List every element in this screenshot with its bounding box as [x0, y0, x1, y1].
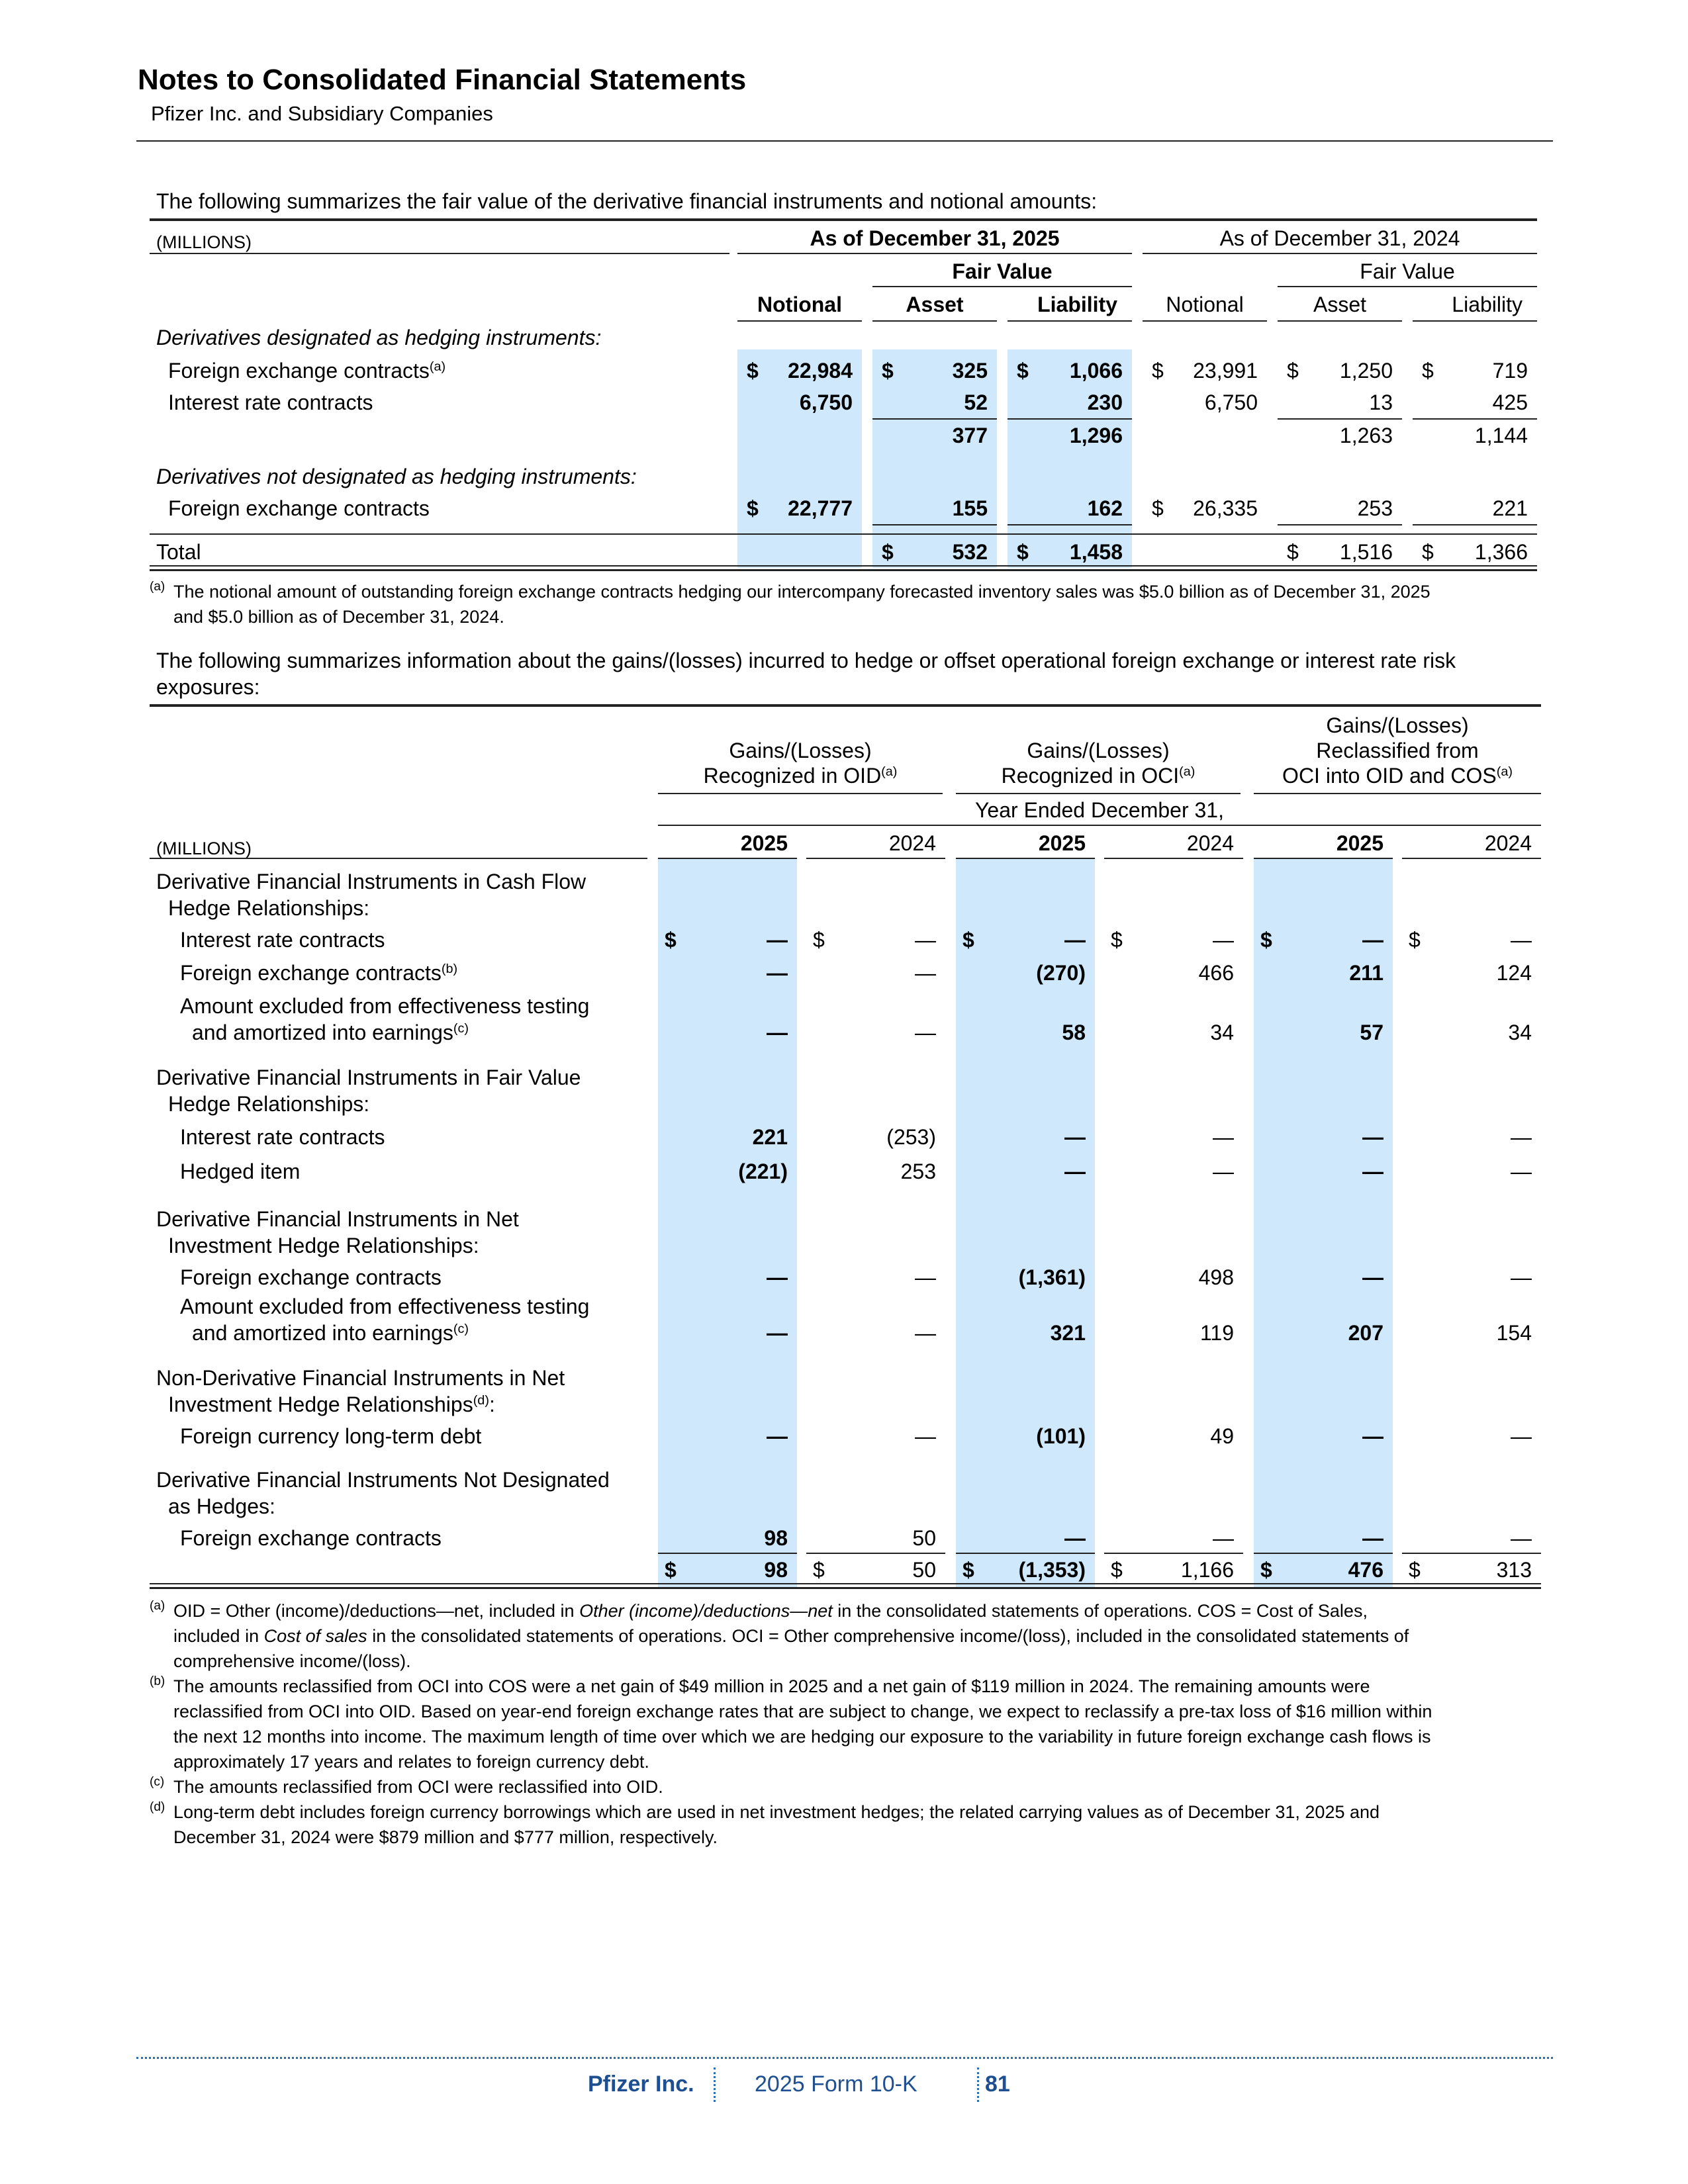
cell: 162 — [1087, 496, 1123, 520]
footnote-mark: (b) — [150, 1674, 165, 1688]
section-label: Investment Hedge Relationships: — [168, 1234, 479, 1257]
dollar-sign: $ — [882, 540, 894, 564]
cell: 154 — [1496, 1321, 1532, 1345]
cell: 23,991 — [1193, 359, 1258, 383]
row-label: Amount excluded from effectiveness testing — [180, 994, 590, 1018]
rule — [1254, 858, 1393, 859]
cell: — — [1064, 1125, 1086, 1149]
rule — [150, 565, 1537, 567]
row-label: Foreign exchange contracts$^{(a)}$ — [168, 359, 446, 383]
table1-period-2025: As of December 31, 2025 — [810, 226, 1060, 250]
cell: 155 — [952, 496, 988, 520]
row-label: Interest rate contracts — [180, 1125, 385, 1149]
cell: 719 — [1492, 359, 1528, 383]
section-label: Hedge Relationships: — [168, 1092, 370, 1116]
dollar-sign: $ — [747, 359, 759, 383]
section-label: Hedge Relationships: — [168, 896, 370, 920]
year-2024: 2024 — [1186, 831, 1234, 855]
dollar-sign: $ — [813, 1558, 825, 1582]
col-liability-2024: Liability — [1452, 293, 1523, 316]
footnote-text: included in Cost of sales in the consolidated statements of operations. OCI = Other comprehensive income/(loss), included in the consolidated statements of — [173, 1626, 1409, 1646]
dollar-sign: $ — [1409, 1558, 1421, 1582]
table1-units: (MILLIONS) — [156, 232, 252, 252]
dollar-sign: $ — [1260, 1558, 1272, 1582]
rule — [1413, 320, 1537, 322]
dollar-sign: $ — [1017, 540, 1029, 564]
rule — [1254, 793, 1541, 794]
dollar-sign: $ — [1152, 496, 1164, 520]
rule — [737, 320, 862, 322]
rule — [1278, 320, 1402, 322]
footer-separator — [714, 2068, 716, 2102]
rule — [872, 418, 997, 420]
row-label: Foreign currency long-term debt — [180, 1424, 482, 1448]
rule — [956, 858, 1095, 859]
dollar-sign: $ — [1422, 540, 1434, 564]
cell: 1,166 — [1180, 1558, 1234, 1582]
rule — [150, 1587, 1541, 1589]
row-label: Hedged item — [180, 1160, 301, 1183]
cell: — — [767, 1265, 788, 1289]
section-label: Derivative Financial Instruments in Net — [156, 1207, 519, 1231]
col-liability-2025: Liability — [1037, 293, 1117, 316]
footnote-text: The amounts reclassified from OCI were reclassified into OID. — [173, 1777, 663, 1797]
footnote-text: The amounts reclassified from OCI into COS were a net gain of $49 million in 2025 and a net gain of $119 million in 2024. The remaining amounts were — [173, 1676, 1370, 1696]
rule — [872, 524, 997, 525]
cell: (1,353) — [1018, 1558, 1086, 1582]
cell: (1,361) — [1018, 1265, 1086, 1289]
cell: — — [915, 1424, 936, 1448]
year-2024: 2024 — [1484, 831, 1532, 855]
footnote-mark: (a) — [150, 580, 165, 594]
footer-separator — [977, 2068, 979, 2102]
cell: 6,750 — [799, 390, 853, 414]
cell: 321 — [1050, 1321, 1086, 1345]
cell: — — [1362, 1526, 1383, 1550]
rule — [1278, 286, 1537, 287]
footnote-mark: (d) — [150, 1800, 165, 1814]
cell: — — [1511, 1526, 1532, 1550]
rule — [658, 1553, 797, 1554]
rule — [1104, 1553, 1243, 1554]
dollar-sign: $ — [1260, 928, 1272, 952]
cell: 98 — [764, 1558, 788, 1582]
footnote-text: the next 12 months into income. The maximum length of time over which we are hedging our exposure to the variability in future foreign exchange cash flows is — [173, 1727, 1431, 1747]
cell: 22,984 — [788, 359, 853, 383]
footer-divider — [136, 2057, 1553, 2059]
footnote-mark: (c) — [150, 1775, 165, 1789]
rule — [150, 858, 647, 859]
year-2025: 2025 — [740, 831, 788, 855]
cell: 207 — [1348, 1321, 1383, 1345]
cell: 1,366 — [1474, 540, 1528, 564]
group3-header-2: Reclassified from — [1316, 739, 1479, 762]
cell: 532 — [952, 540, 988, 564]
cell: — — [1362, 1265, 1383, 1289]
rule — [1143, 253, 1537, 254]
rule — [806, 858, 945, 859]
cell: 230 — [1087, 390, 1123, 414]
dollar-sign: $ — [962, 1558, 974, 1582]
year-2024: 2024 — [888, 831, 936, 855]
footnote-text: approximately 17 years and relates to foreign currency debt. — [173, 1752, 649, 1772]
row-label: and amortized into earnings$^{(c)}$ — [192, 1021, 469, 1044]
cell: — — [767, 1424, 788, 1448]
group1-header: Gains/(Losses) — [729, 739, 872, 762]
cell: — — [1362, 1424, 1383, 1448]
cell: — — [767, 961, 788, 985]
section-label: Derivative Financial Instruments Not Designated — [156, 1468, 610, 1492]
footnote-text: Long-term debt includes foreign currency borrowings which are used in net investment hedges; the related carrying values as of December 31, 2025 and — [173, 1802, 1380, 1822]
cell: — — [1213, 1160, 1234, 1183]
cell: — — [1511, 1160, 1532, 1183]
cell: 13 — [1369, 390, 1393, 414]
section-not-designated: Derivatives not designated as hedging instruments: — [156, 465, 637, 488]
rule — [806, 1553, 945, 1554]
cell: 466 — [1198, 961, 1234, 985]
cell: 34 — [1508, 1021, 1532, 1044]
section-label: Derivative Financial Instruments in Cash Flow — [156, 870, 586, 893]
footnote-text: reclassified from OCI into OID. Based on year-end foreign exchange rates that are subject to change, we expect to reclassify a pre-tax loss of $16 million within — [173, 1702, 1432, 1721]
cell: — — [1213, 1125, 1234, 1149]
cell: — — [1362, 1125, 1383, 1149]
year-2025: 2025 — [1038, 831, 1086, 855]
footnote-text: The notional amount of outstanding foreign exchange contracts hedging our intercompany forecasted inventory sales was $5.0 billion as of December 31, 2025 — [173, 582, 1430, 602]
col-notional-2024: Notional — [1166, 293, 1244, 316]
cell: — — [915, 1021, 936, 1044]
rule — [956, 793, 1241, 794]
col-asset-2025: Asset — [906, 293, 964, 316]
rule — [1143, 320, 1267, 322]
cell: 6,750 — [1204, 390, 1258, 414]
dollar-sign: $ — [962, 928, 974, 952]
dollar-sign: $ — [1152, 359, 1164, 383]
rule — [150, 533, 1537, 535]
group2-header: Gains/(Losses) — [1027, 739, 1170, 762]
group3-header: Gains/(Losses) — [1326, 713, 1469, 737]
row-label: Foreign exchange contracts — [180, 1265, 442, 1289]
col-asset-2024: Asset — [1313, 293, 1367, 316]
table2-intro-2: exposures: — [156, 675, 260, 699]
fair-value-2024-header: Fair Value — [1360, 259, 1455, 283]
cell: — — [1511, 1265, 1532, 1289]
row-label: Interest rate contracts — [180, 928, 385, 952]
footer-company: Pfizer Inc. — [588, 2071, 694, 2097]
rule — [1104, 858, 1243, 859]
rule — [1278, 524, 1402, 525]
section-designated: Derivatives designated as hedging instruments: — [156, 326, 602, 349]
rule — [1413, 418, 1537, 420]
cell: 377 — [952, 424, 988, 447]
cell: — — [1511, 1424, 1532, 1448]
table1-intro: The following summarizes the fair value of the derivative financial instruments and notional amounts: — [156, 189, 1098, 213]
row-label: Foreign exchange contracts — [168, 496, 430, 520]
cell: — — [1064, 1160, 1086, 1183]
row-label: and amortized into earnings$^{(c)}$ — [192, 1321, 469, 1345]
rule — [658, 825, 1541, 826]
cell: 1,250 — [1339, 359, 1393, 383]
rule — [1008, 524, 1132, 525]
year-ended-header: Year Ended December 31, — [975, 798, 1224, 822]
table1-top-rule — [150, 218, 1537, 221]
cell: — — [1213, 1526, 1234, 1550]
rule — [1278, 418, 1402, 420]
cell: — — [1362, 1160, 1383, 1183]
rule — [658, 858, 797, 859]
dollar-sign: $ — [1111, 1558, 1123, 1582]
dollar-sign: $ — [665, 1558, 677, 1582]
cell: — — [1511, 1125, 1532, 1149]
cell: 52 — [964, 390, 988, 414]
cell: (101) — [1036, 1424, 1086, 1448]
cell: 1,263 — [1339, 424, 1393, 447]
cell: (221) — [738, 1160, 788, 1183]
row-label: Foreign exchange contracts — [180, 1526, 442, 1550]
cell: 425 — [1492, 390, 1528, 414]
cell: — — [1511, 928, 1532, 952]
rule — [150, 569, 1537, 571]
rule — [872, 320, 997, 322]
cell: 476 — [1348, 1558, 1383, 1582]
cell: 1,516 — [1339, 540, 1393, 564]
cell: — — [1362, 928, 1383, 952]
cell: 221 — [752, 1125, 788, 1149]
cell: — — [1213, 928, 1234, 952]
section-label: Non-Derivative Financial Instruments in Net — [156, 1366, 565, 1390]
cell: — — [1064, 1526, 1086, 1550]
row-label: Foreign exchange contracts$^{(b)}$ — [180, 961, 458, 985]
rule — [956, 1553, 1095, 1554]
footer-form: 2025 Form 10-K — [755, 2071, 917, 2097]
table2-units: (MILLIONS) — [156, 839, 252, 858]
group3-header-3: OCI into OID and COS$^{(a)}$ — [1282, 764, 1513, 788]
cell: 124 — [1496, 961, 1532, 985]
cell: 253 — [1357, 496, 1393, 520]
rule — [1413, 524, 1537, 525]
rule — [658, 793, 943, 794]
cell: 98 — [764, 1526, 788, 1550]
cell: 221 — [1492, 496, 1528, 520]
dollar-sign: $ — [1287, 540, 1299, 564]
dollar-sign: $ — [1111, 928, 1123, 952]
cell: 211 — [1349, 961, 1383, 985]
row-label: Amount excluded from effectiveness testing — [180, 1295, 590, 1318]
cell: 34 — [1210, 1021, 1234, 1044]
section-label: Derivative Financial Instruments in Fair Value — [156, 1066, 581, 1089]
cell: 57 — [1360, 1021, 1383, 1044]
cell: — — [915, 928, 936, 952]
footnote-text: comprehensive income/(loss). — [173, 1651, 411, 1671]
cell: (270) — [1036, 961, 1086, 985]
rule — [1008, 320, 1132, 322]
cell: — — [915, 1265, 936, 1289]
page-title: Notes to Consolidated Financial Statements — [138, 64, 747, 96]
dollar-sign: $ — [1017, 359, 1029, 383]
page-subtitle: Pfizer Inc. and Subsidiary Companies — [151, 102, 493, 125]
cell: (253) — [886, 1125, 936, 1149]
rule — [737, 253, 1132, 254]
cell: 26,335 — [1193, 496, 1258, 520]
dollar-sign: $ — [1422, 359, 1434, 383]
cell: 119 — [1199, 1321, 1234, 1345]
rule — [150, 253, 729, 254]
group2-header-2: Recognized in OCI$^{(a)}$ — [1001, 764, 1196, 788]
cell: — — [767, 928, 788, 952]
dollar-sign: $ — [665, 928, 677, 952]
section-label: Investment Hedge Relationships$^{(d)}$: — [168, 1392, 495, 1416]
cell: 50 — [912, 1558, 936, 1582]
rule — [1008, 418, 1132, 420]
cell: 58 — [1062, 1021, 1086, 1044]
cell: 253 — [900, 1160, 936, 1183]
cell: 49 — [1210, 1424, 1234, 1448]
cell: 1,066 — [1069, 359, 1123, 383]
cell: 1,144 — [1474, 424, 1528, 447]
cell: 325 — [952, 359, 988, 383]
cell: 22,777 — [788, 496, 853, 520]
footnote-text: and $5.0 billion as of December 31, 2024. — [173, 607, 504, 627]
footnote-mark: (a) — [150, 1599, 165, 1613]
cell: 498 — [1198, 1265, 1234, 1289]
cell: 1,296 — [1069, 424, 1123, 447]
fair-value-2025-header: Fair Value — [952, 259, 1053, 283]
header-divider — [136, 140, 1553, 142]
cell: — — [1064, 928, 1086, 952]
dollar-sign: $ — [1287, 359, 1299, 383]
section-label: as Hedges: — [168, 1494, 275, 1518]
total-label: Total — [156, 540, 201, 564]
dollar-sign: $ — [1409, 928, 1421, 952]
cell: — — [767, 1321, 788, 1345]
table2-intro: The following summarizes information about the gains/(losses) incurred to hedge or offset operational foreign exchange or interest rate risk — [156, 649, 1456, 672]
rule — [1402, 858, 1541, 859]
row-label: Interest rate contracts — [168, 390, 373, 414]
cell: — — [915, 961, 936, 985]
cell: 1,458 — [1069, 540, 1123, 564]
year-2025: 2025 — [1336, 831, 1383, 855]
cell: — — [915, 1321, 936, 1345]
cell: 313 — [1496, 1558, 1532, 1582]
group1-header-2: Recognized in OID$^{(a)}$ — [703, 764, 898, 788]
rule — [872, 286, 1132, 287]
footnote-text: December 31, 2024 were $879 million and $777 million, respectively. — [173, 1827, 718, 1847]
rule — [1254, 1553, 1393, 1554]
page-number: 81 — [985, 2071, 1010, 2097]
footnote-text: OID = Other (income)/deductions—net, included in Other (income)/deductions—net in the consolidated statements of operations. COS = Cost of Sales, — [173, 1601, 1368, 1621]
rule — [150, 1583, 1541, 1584]
dollar-sign: $ — [882, 359, 894, 383]
table2-top-rule — [150, 704, 1541, 707]
cell: — — [767, 1021, 788, 1044]
rule — [1402, 1553, 1541, 1554]
dollar-sign: $ — [747, 496, 759, 520]
cell: 50 — [912, 1526, 936, 1550]
dollar-sign: $ — [813, 928, 825, 952]
table1-period-2024: As of December 31, 2024 — [1219, 226, 1460, 250]
col-notional-2025: Notional — [757, 293, 842, 316]
